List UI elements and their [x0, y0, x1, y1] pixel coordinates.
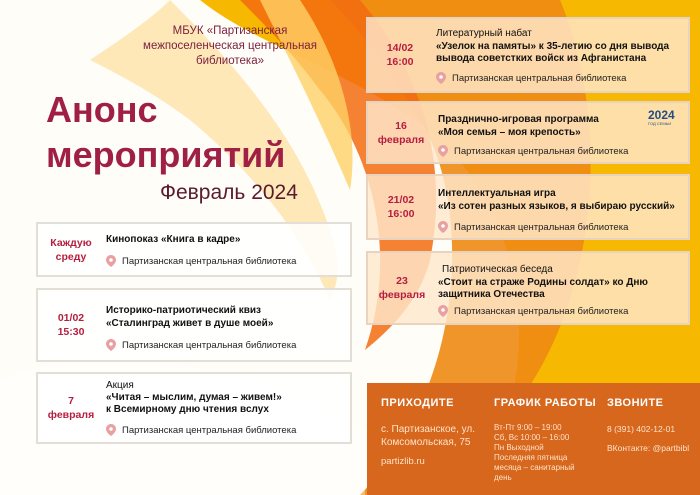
footer-phone[interactable]: 8 (391) 402-12-01: [607, 424, 676, 434]
page-title: Анонс: [46, 89, 158, 130]
event-place: [438, 305, 628, 317]
footer-hours: [494, 423, 575, 483]
event-card: [366, 17, 690, 93]
event-name-line2: вывода советстких войск из Афганистана: [436, 53, 647, 64]
date-line: февраля: [47, 409, 95, 421]
location-pin-icon: [106, 255, 116, 267]
event-card: [366, 174, 690, 240]
event-card: [36, 372, 352, 444]
footer-hours-title: ГРАФИК РАБОТЫ: [494, 397, 597, 409]
event-date: [38, 374, 104, 442]
event-date: [368, 19, 432, 91]
hours-line: день: [494, 473, 512, 482]
event-type: Празднично-игровая программа: [438, 114, 599, 125]
event-card: [36, 222, 352, 277]
location-pin-icon: [106, 339, 116, 351]
hours-line: Вт-Пт 9:00 – 19:00: [494, 423, 562, 432]
event-place: [438, 221, 628, 233]
place-label: Партизанская центральная библиотека: [454, 145, 629, 157]
place-label: Партизанская центральная библиотека: [454, 221, 629, 233]
event-card: [366, 101, 690, 164]
date-line: среду: [55, 250, 87, 263]
year-of-family-logo: [648, 109, 675, 127]
date-line: 01/02: [57, 312, 85, 324]
date-line: 7: [68, 395, 74, 407]
date-line: февраля: [378, 289, 426, 301]
hours-line: месяца – санитарный: [494, 463, 575, 472]
event-type: Интеллектуальная игра: [438, 188, 556, 199]
address-line: Комсомольская, 75: [381, 437, 471, 448]
event-card: [366, 251, 690, 325]
event-type: Патриотическая беседа: [442, 264, 553, 275]
event-date: [38, 290, 104, 360]
event-place: [106, 255, 296, 267]
date-line: февраля: [377, 133, 425, 146]
event-name: Кинопоказ «Книга в кадре»: [106, 234, 241, 245]
footer-call-title: ЗВОНИТЕ: [607, 397, 664, 409]
event-type: Акция: [106, 380, 134, 391]
event-name-line2: защитника Отечества: [438, 289, 545, 300]
event-card: [36, 288, 352, 362]
location-pin-icon: [106, 424, 116, 436]
place-label: Партизанская центральная библиотека: [122, 339, 297, 351]
event-place: [438, 145, 628, 157]
place-label: Партизанская центральная библиотека: [452, 72, 627, 84]
footer-vk-link[interactable]: ВКонтакте: @partbibl: [607, 443, 690, 453]
date-line: 14/02: [386, 42, 414, 54]
logo-year: 2024: [648, 108, 675, 122]
event-name: «Из сотен разных языков, я выбираю русский»: [438, 201, 675, 212]
event-name: «Сталинград живет в душе моей»: [106, 318, 274, 329]
page-subtitle: Февраль 2024: [160, 181, 298, 204]
date-line: 15:30: [57, 326, 85, 338]
event-name: «Стоит на страже Родины солдат» ко Дню: [438, 277, 648, 288]
hours-line: Сб, Вс 10:00 – 16:00: [494, 433, 570, 442]
date-line: 21/02: [387, 194, 415, 206]
hours-line: Пн Выходной: [494, 443, 544, 452]
date-line: 16:00: [387, 208, 415, 220]
event-name: «Читая – мыслим, думая – живем!»: [106, 392, 282, 403]
footer-site-link[interactable]: partizlib.ru: [381, 456, 425, 467]
address-line: с. Партизанское, ул.: [381, 424, 476, 435]
org-line: библиотека»: [196, 55, 264, 67]
date-line: 16:00: [386, 56, 414, 68]
page-title-line2: мероприятий: [46, 134, 286, 175]
location-pin-icon: [438, 305, 448, 317]
location-pin-icon: [438, 145, 448, 157]
event-place: [436, 72, 626, 84]
event-type: Литературный набат: [436, 28, 532, 39]
event-name-line2: к Всемирному дню чтения вслух: [106, 404, 269, 415]
event-date: [368, 253, 436, 323]
org-line: межпоселенческая центральная: [143, 40, 317, 52]
location-pin-icon: [436, 72, 446, 84]
location-pin-icon: [438, 221, 448, 233]
place-label: Партизанская центральная библиотека: [122, 255, 297, 267]
event-date: [38, 224, 104, 275]
date-line: 16: [395, 119, 407, 132]
event-date: [368, 176, 434, 238]
footer-visit-title: ПРИХОДИТЕ: [381, 397, 454, 409]
organization-name: [120, 24, 340, 69]
logo-caption: ГОД СЕМЬИ: [648, 121, 672, 126]
date-line: 23: [396, 275, 408, 287]
event-place: [106, 339, 296, 351]
event-name: «Узелок на памяты» к 35-летию со дня вывода: [436, 41, 670, 52]
event-place: [106, 424, 296, 436]
place-label: Партизанская центральная библиотека: [122, 424, 297, 436]
event-date: [368, 103, 434, 162]
event-type: Историко-патриотический квиз: [106, 305, 261, 316]
org-line: МБУК «Партизанская: [172, 25, 288, 37]
footer-address: [381, 423, 475, 449]
place-label: Партизанская центральная библиотека: [454, 305, 629, 317]
event-name: «Моя семья – моя крепость»: [438, 127, 581, 138]
hours-line: Последняя пятница: [494, 453, 568, 462]
date-line: Каждую: [50, 236, 92, 249]
contact-footer: [367, 383, 700, 495]
